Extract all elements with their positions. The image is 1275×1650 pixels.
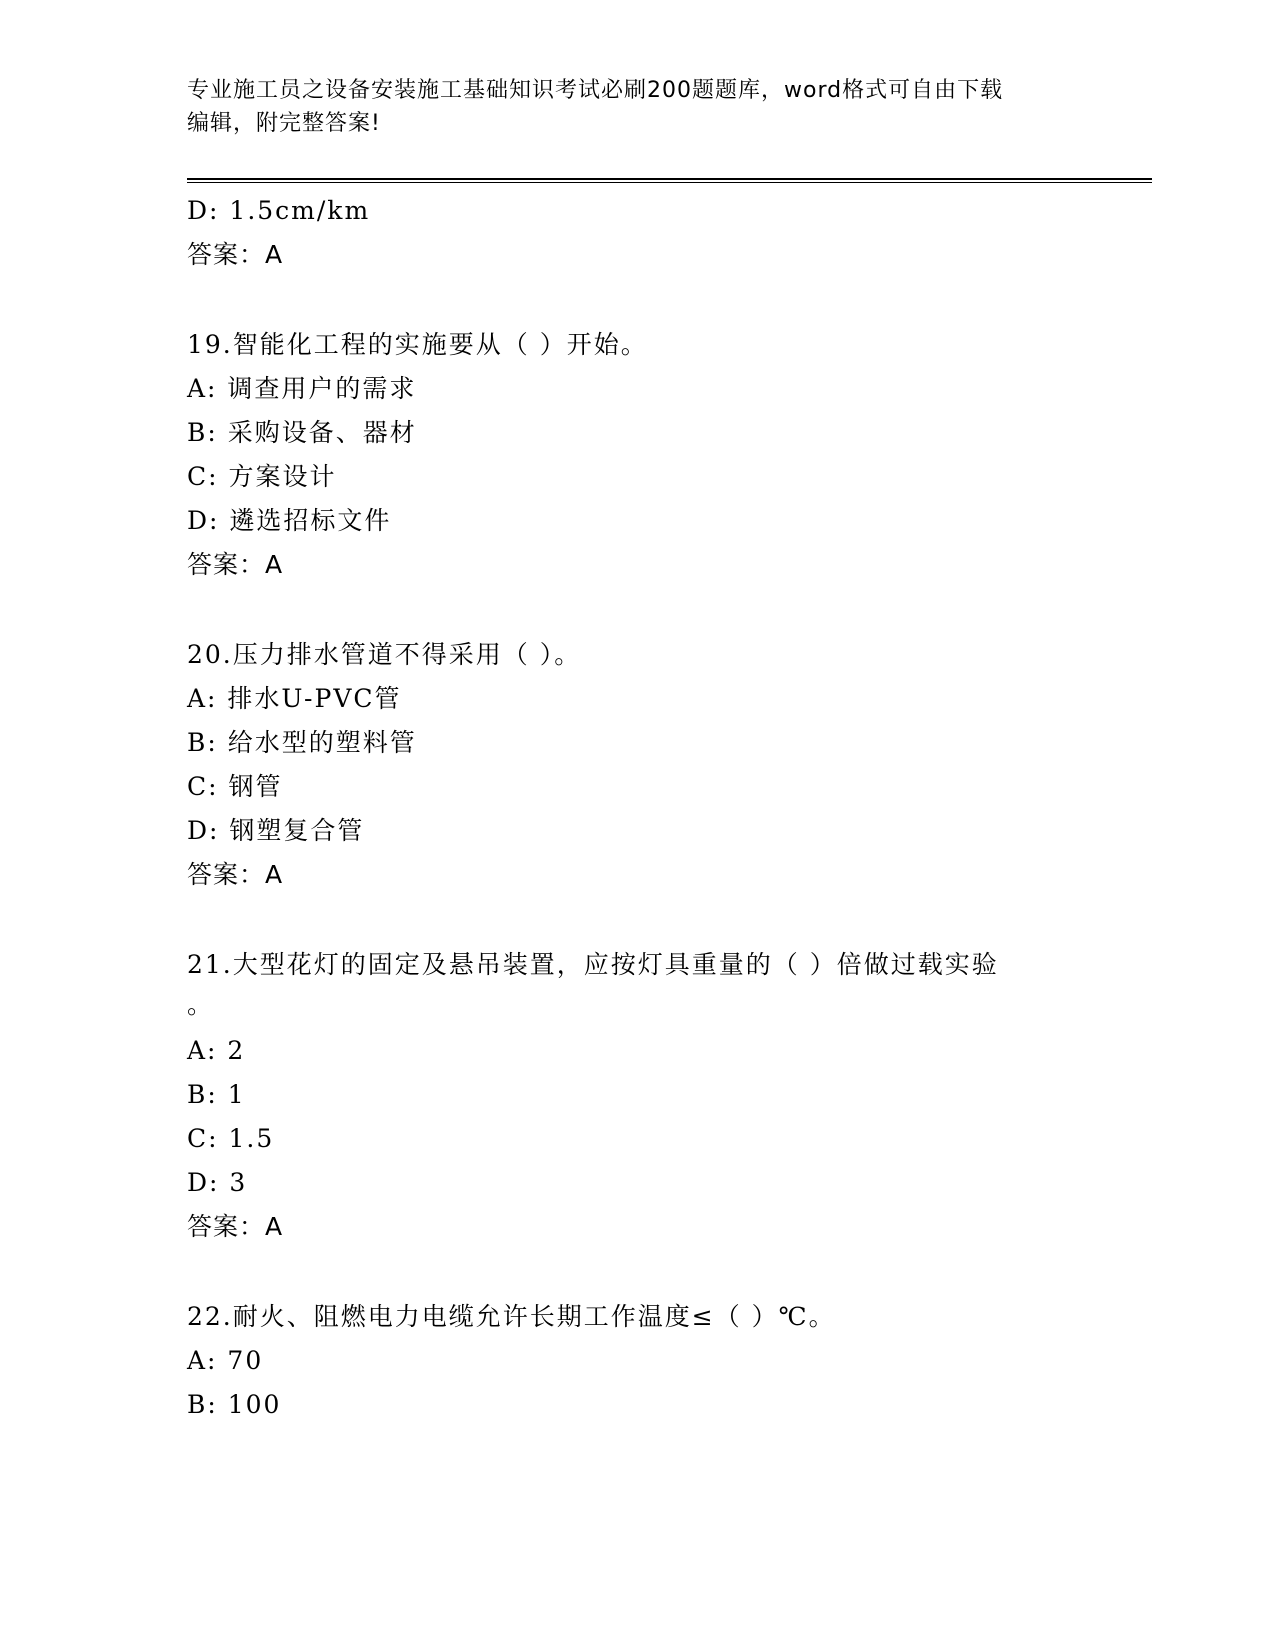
header-line-2: 编辑，附完整答案! bbox=[187, 111, 381, 136]
header-line-1: 专业施工员之设备安装施工基础知识考试必刷200题题库，word格式可自由下载 bbox=[187, 78, 1004, 103]
q19-option-b: B: 采购设备、器材 bbox=[187, 418, 417, 447]
q21-answer: 答案：A bbox=[187, 1212, 284, 1241]
q20-option-c: C: 钢管 bbox=[187, 772, 283, 801]
document-header bbox=[187, 74, 1087, 140]
q21-option-d: D: 3 bbox=[187, 1168, 248, 1197]
q21-option-c: C: 1.5 bbox=[187, 1124, 275, 1153]
header-divider bbox=[187, 178, 1152, 183]
q20-option-a: A: 排水U-PVC管 bbox=[187, 684, 402, 713]
q21-question-continued: 。 bbox=[187, 990, 215, 1019]
q19-answer: 答案：A bbox=[187, 550, 284, 579]
q21-question: 21.大型花灯的固定及悬吊装置，应按灯具重量的（ ）倍做过载实验 bbox=[187, 950, 999, 979]
q20-option-b: B: 给水型的塑料管 bbox=[187, 728, 417, 757]
q22-option-b: B: 100 bbox=[187, 1390, 282, 1419]
prev-option-d: D: 1.5cm/km bbox=[187, 196, 371, 225]
q21-option-b: B: 1 bbox=[187, 1080, 246, 1109]
q20-answer: 答案：A bbox=[187, 860, 284, 889]
q19-option-a: A: 调查用户的需求 bbox=[187, 374, 417, 403]
q21-option-a: A: 2 bbox=[187, 1036, 246, 1065]
q22-option-a: A: 70 bbox=[187, 1346, 264, 1375]
q22-question: 22.耐火、阻燃电力电缆允许长期工作温度≤（ ）℃。 bbox=[187, 1302, 836, 1331]
q20-question: 20.压力排水管道不得采用（ ）。 bbox=[187, 640, 582, 669]
prev-answer: 答案：A bbox=[187, 240, 284, 269]
q19-option-c: C: 方案设计 bbox=[187, 462, 337, 491]
q19-option-d: D: 遴选招标文件 bbox=[187, 506, 392, 535]
q20-option-d: D: 钢塑复合管 bbox=[187, 816, 365, 845]
q19-question: 19.智能化工程的实施要从（ ）开始。 bbox=[187, 330, 648, 359]
